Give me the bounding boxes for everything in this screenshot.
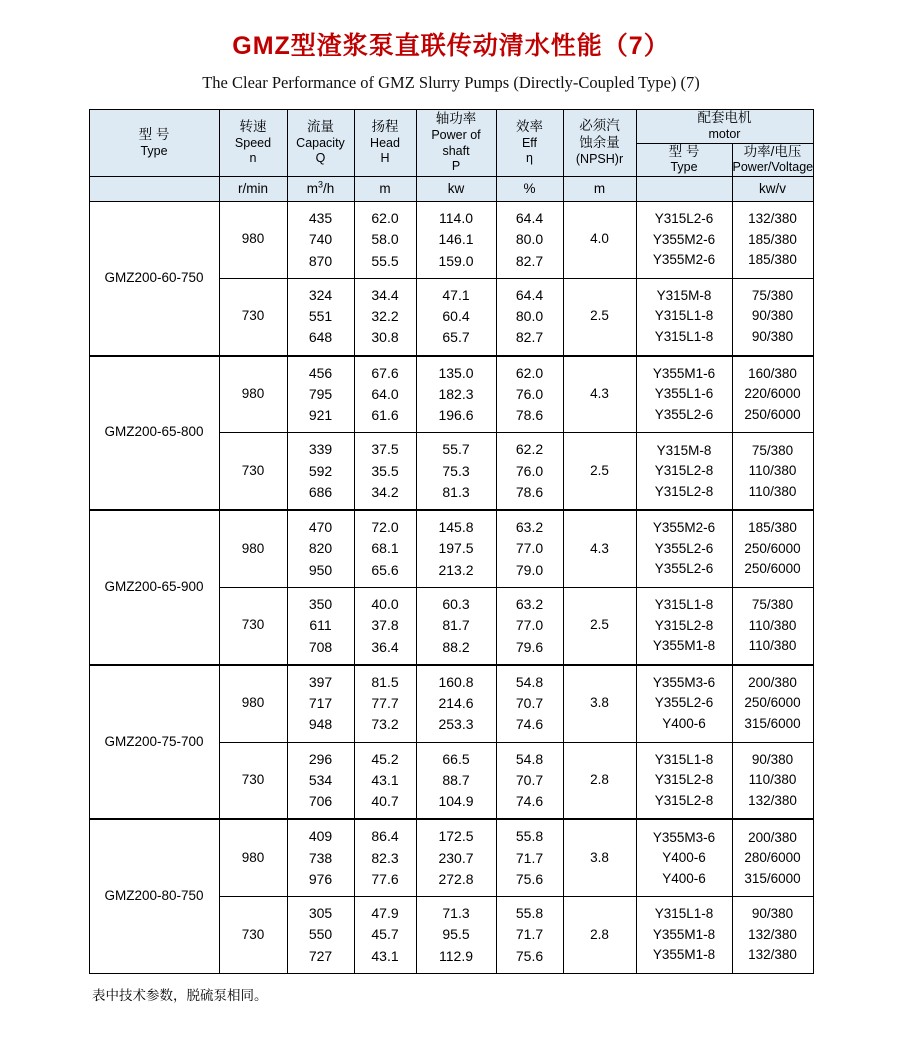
table-row: [89, 819, 813, 896]
document-page: [0, 26, 902, 1040]
col-header-motor-type: 型 号 Type: [636, 143, 732, 177]
speed-cell: 980: [219, 510, 287, 587]
efficiency-cell: 63.2 77.0 79.6: [496, 587, 563, 664]
speed-cell: 730: [219, 897, 287, 974]
unit-npsh: m: [563, 177, 636, 202]
head-cell: 86.4 82.3 77.6: [354, 819, 416, 896]
unit-speed: r/min: [219, 177, 287, 202]
capacity-cell: 470 820 950: [287, 510, 354, 587]
efficiency-cell: 63.2 77.0 79.0: [496, 510, 563, 587]
unit-motor-power-voltage: kw/v: [732, 177, 813, 202]
table-row: [89, 202, 813, 279]
motor-type-cell: Y355M3-6 Y400-6 Y400-6: [636, 819, 732, 896]
pump-type-cell: GMZ200-65-900: [89, 510, 219, 665]
speed-cell: 730: [219, 742, 287, 819]
table-body: [89, 202, 813, 974]
npsh-cell: 4.0: [563, 202, 636, 279]
motor-power-voltage-cell: 200/380 250/6000 315/6000: [732, 665, 813, 742]
efficiency-cell: 62.2 76.0 78.6: [496, 433, 563, 510]
npsh-cell: 2.5: [563, 433, 636, 510]
motor-power-voltage-cell: 90/380 110/380 132/380: [732, 742, 813, 819]
head-cell: 72.0 68.1 65.6: [354, 510, 416, 587]
motor-power-voltage-cell: 75/380 110/380 110/380: [732, 587, 813, 664]
power-cell: 66.5 88.7 104.9: [416, 742, 496, 819]
head-cell: 62.0 58.0 55.5: [354, 202, 416, 279]
col-header-motor: 配套电机 motor: [636, 110, 813, 144]
efficiency-cell: 54.8 70.7 74.6: [496, 665, 563, 742]
motor-type-cell: Y315L2-6 Y355M2-6 Y355M2-6: [636, 202, 732, 279]
power-cell: 55.7 75.3 81.3: [416, 433, 496, 510]
head-cell: 37.5 35.5 34.2: [354, 433, 416, 510]
power-cell: 145.8 197.5 213.2: [416, 510, 496, 587]
power-cell: 60.3 81.7 88.2: [416, 587, 496, 664]
head-cell: 67.6 64.0 61.6: [354, 356, 416, 433]
efficiency-cell: 55.8 71.7 75.6: [496, 819, 563, 896]
col-header-capacity: 流量 Capacity Q: [287, 110, 354, 177]
unit-power: kw: [416, 177, 496, 202]
power-cell: 172.5 230.7 272.8: [416, 819, 496, 896]
speed-cell: 980: [219, 356, 287, 433]
capacity-cell: 397 717 948: [287, 665, 354, 742]
capacity-cell: 339 592 686: [287, 433, 354, 510]
unit-type: [89, 177, 219, 202]
power-cell: 160.8 214.6 253.3: [416, 665, 496, 742]
power-cell: 47.1 60.4 65.7: [416, 278, 496, 355]
speed-cell: 730: [219, 433, 287, 510]
efficiency-cell: 55.8 71.7 75.6: [496, 897, 563, 974]
col-header-type: 型 号 Type: [89, 110, 219, 177]
capacity-cell: 409 738 976: [287, 819, 354, 896]
efficiency-cell: 64.4 80.0 82.7: [496, 278, 563, 355]
head-cell: 45.2 43.1 40.7: [354, 742, 416, 819]
capacity-cell: 296 534 706: [287, 742, 354, 819]
table-header: [89, 110, 813, 202]
speed-cell: 730: [219, 278, 287, 355]
capacity-cell: 435 740 870: [287, 202, 354, 279]
npsh-cell: 3.8: [563, 665, 636, 742]
npsh-cell: 2.5: [563, 278, 636, 355]
table-row: [89, 356, 813, 433]
power-cell: 135.0 182.3 196.6: [416, 356, 496, 433]
unit-capacity: $m^3/h$: [287, 177, 354, 202]
col-header-power: 轴功率 Power of shaft P: [416, 110, 496, 177]
motor-power-voltage-cell: 200/380 280/6000 315/6000: [732, 819, 813, 896]
motor-power-voltage-cell: 132/380 185/380 185/380: [732, 202, 813, 279]
motor-type-cell: Y315L1-8 Y315L2-8 Y355M1-8: [636, 587, 732, 664]
motor-power-voltage-cell: 90/380 132/380 132/380: [732, 897, 813, 974]
motor-power-voltage-cell: 160/380 220/6000 250/6000: [732, 356, 813, 433]
col-header-npsh: 必须汽 蚀余量 (NPSH)r: [563, 110, 636, 177]
table-row: [89, 510, 813, 587]
motor-type-cell: Y315M-8 Y315L1-8 Y315L1-8: [636, 278, 732, 355]
efficiency-cell: 54.8 70.7 74.6: [496, 742, 563, 819]
col-header-efficiency: 效率 Eff η: [496, 110, 563, 177]
units-row: [89, 177, 813, 202]
capacity-cell: 350 611 708: [287, 587, 354, 664]
pump-type-cell: GMZ200-80-750: [89, 819, 219, 973]
power-cell: 71.3 95.5 112.9: [416, 897, 496, 974]
table-row: [89, 665, 813, 742]
npsh-cell: 2.5: [563, 587, 636, 664]
page-title-cn: GMZ型渣浆泵直联传动清水性能（7）: [232, 32, 670, 60]
speed-cell: 980: [219, 665, 287, 742]
npsh-cell: 4.3: [563, 356, 636, 433]
head-cell: 40.0 37.8 36.4: [354, 587, 416, 664]
npsh-cell: 3.8: [563, 819, 636, 896]
power-cell: 114.0 146.1 159.0: [416, 202, 496, 279]
unit-head: m: [354, 177, 416, 202]
unit-motor-type: [636, 177, 732, 202]
motor-power-voltage-cell: 75/380 110/380 110/380: [732, 433, 813, 510]
table-note: 表中技术参数，脱硫泵相同。: [92, 987, 268, 1003]
capacity-cell: 305 550 727: [287, 897, 354, 974]
unit-efficiency: %: [496, 177, 563, 202]
npsh-cell: 2.8: [563, 897, 636, 974]
performance-table: [89, 109, 814, 974]
page-title-en: The Clear Performance of GMZ Slurry Pumps (Directly-Coupled Type) (7): [202, 73, 700, 92]
pump-type-cell: GMZ200-75-700: [89, 665, 219, 820]
head-cell: 81.5 77.7 73.2: [354, 665, 416, 742]
motor-power-voltage-cell: 185/380 250/6000 250/6000: [732, 510, 813, 587]
motor-type-cell: Y355M3-6 Y355L2-6 Y400-6: [636, 665, 732, 742]
pump-type-cell: GMZ200-65-800: [89, 356, 219, 511]
motor-power-voltage-cell: 75/380 90/380 90/380: [732, 278, 813, 355]
speed-cell: 980: [219, 202, 287, 279]
col-header-speed: 转速 Speed n: [219, 110, 287, 177]
motor-type-cell: Y315L1-8 Y315L2-8 Y315L2-8: [636, 742, 732, 819]
head-cell: 47.9 45.7 43.1: [354, 897, 416, 974]
efficiency-cell: 62.0 76.0 78.6: [496, 356, 563, 433]
motor-type-cell: Y315L1-8 Y355M1-8 Y355M1-8: [636, 897, 732, 974]
pump-type-cell: GMZ200-60-750: [89, 202, 219, 356]
npsh-cell: 2.8: [563, 742, 636, 819]
col-header-motor-power-voltage: 功率/电压 Power/Voltage: [732, 143, 813, 177]
capacity-cell: 324 551 648: [287, 278, 354, 355]
motor-type-cell: Y355M1-6 Y355L1-6 Y355L2-6: [636, 356, 732, 433]
efficiency-cell: 64.4 80.0 82.7: [496, 202, 563, 279]
capacity-cell: 456 795 921: [287, 356, 354, 433]
col-header-head: 扬程 Head H: [354, 110, 416, 177]
head-cell: 34.4 32.2 30.8: [354, 278, 416, 355]
speed-cell: 980: [219, 819, 287, 896]
speed-cell: 730: [219, 587, 287, 664]
npsh-cell: 4.3: [563, 510, 636, 587]
motor-type-cell: Y355M2-6 Y355L2-6 Y355L2-6: [636, 510, 732, 587]
motor-type-cell: Y315M-8 Y315L2-8 Y315L2-8: [636, 433, 732, 510]
